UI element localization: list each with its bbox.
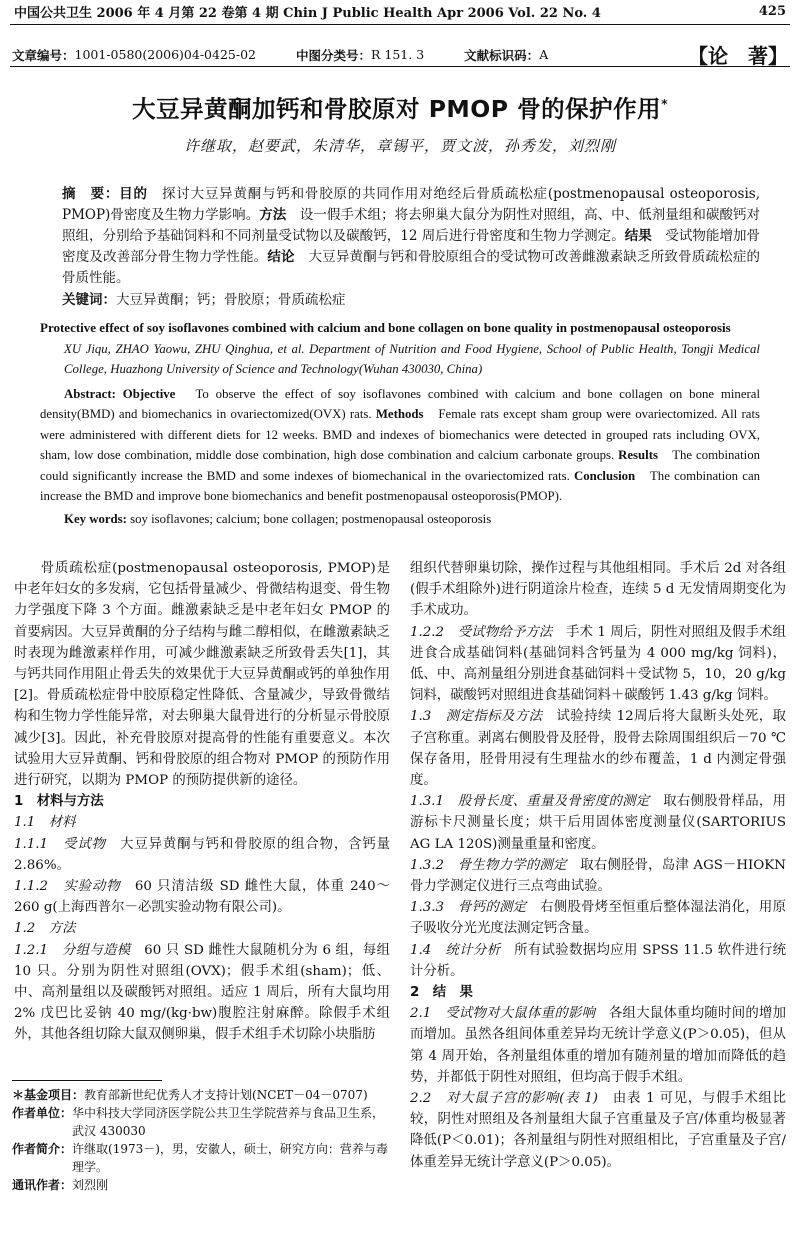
footnotes bbox=[12, 1086, 392, 1194]
section-2-2-text: 由表 1 可见，与假手术组比较，阴性对照组及各剂量组大鼠子宫重量及子宫/体重均极显著降低(P＜0.01)；各剂量组与阴性对照组相比，子宫重量及子宫/体重差异无统计学意义(P＞0.05)。 bbox=[410, 1091, 786, 1170]
section-1-4-text: 所有试验数据均应用 SPSS 11.5 软件进行统计分析。 bbox=[410, 942, 786, 979]
author-list: 许继取，赵要武，朱清华，章锡平，贾文波，孙秀发，刘烈刚 bbox=[183, 137, 616, 155]
section-1-1-2-label: 1.1.2 实验动物 bbox=[14, 879, 121, 895]
en-authors-affiliation: XU Jiqu, ZHAO Yaowu, ZHU Qinghua, et al. Department of Nutrition and Food Hygiene, School of Public Health, Tongji Medical College, Huazhong University of Science and Technology(Wuhan 430030, China) bbox=[64, 341, 760, 376]
results-label-cn: 结果 bbox=[624, 228, 652, 244]
section-1-2-1 bbox=[14, 940, 390, 1046]
right-column bbox=[410, 558, 786, 1173]
section-1-3 bbox=[410, 706, 786, 791]
article-no: 1001-0580(2006)04-0425-02 bbox=[74, 47, 256, 62]
en-conclusion: The combination can increase the BMD and improve bone biomechanics and benefit postmenopausal osteoporosis(PMOP). bbox=[40, 468, 761, 503]
keywords-text-cn: 大豆异黄酮；钙；骨胶原；骨质疏松症 bbox=[116, 292, 346, 308]
conclusion-cn: 大豆异黄酮与钙和骨胶原组合的受试物可改善雌激素缺乏所致骨质疏松症的骨质性能。 bbox=[62, 249, 761, 286]
en-abstract-body bbox=[40, 384, 760, 507]
footnote-unit bbox=[12, 1104, 392, 1140]
section-1-1-2 bbox=[14, 876, 390, 918]
section-1-2-1-label: 1.2.1 分组与造模 bbox=[14, 942, 131, 958]
article-meta bbox=[12, 40, 788, 69]
section-1-1-1 bbox=[14, 834, 390, 876]
section-1-2-1-text: 60 只 SD 雌性大鼠随机分为 6 组，每组 10 只。分别为阴性对照组(OVX)；假手术组(sham)；低、中、高剂量组以及碳酸钙对照组。适应 1 周后，所有大鼠均用 2% 戊巴比妥钠 40 mg/(kg·bw)腹腔注射麻醉。除假手术组外，其他各组切除大鼠双侧卵巢，假手术组手术切除小块脂肪 bbox=[14, 942, 391, 1043]
en-results: The combination could significantly increase the BMD and some indexes of biomechanical in the ovariectomized rats. bbox=[40, 448, 761, 483]
doc-code: A bbox=[539, 47, 549, 62]
section-1-4-label: 1.4 统计分析 bbox=[410, 942, 501, 958]
results-cn: 受试物能增加骨密度及改善部分骨生物力学性能。 bbox=[62, 228, 761, 265]
section-1-3-text: 试验持续 12周后将大鼠断头处死，取子宫称重。剥离右侧股骨及胫骨，股骨去除周围组织后－70 ℃保存备用，胫骨用浸有生理盐水的纱布覆盖，1 d 内测定骨强度。 bbox=[410, 709, 787, 789]
footnote-bio bbox=[12, 1140, 392, 1176]
en-keywords-label: Key words: bbox=[64, 511, 127, 526]
corr-label: 通讯作者： bbox=[12, 1178, 73, 1192]
section-1-3-3-label: 1.3.3 骨钙的测定 bbox=[410, 900, 527, 916]
en-keywords-text: soy isoflavones; calcium; bone collagen; postmenopausal osteoporosis bbox=[130, 511, 492, 526]
conclusion-label-cn: 结论 bbox=[267, 249, 295, 265]
page-number: 425 bbox=[758, 3, 786, 19]
clc-label: 中图分类号： bbox=[296, 47, 372, 63]
keywords-cn bbox=[62, 290, 760, 311]
keywords-label-cn: 关键词： bbox=[62, 292, 116, 308]
section-1-3-1-label: 1.3.1 股骨长度、重量及骨密度的测定 bbox=[410, 794, 650, 810]
footnote-fund bbox=[12, 1086, 392, 1104]
section-2-heading: 2 结 果 bbox=[410, 985, 473, 1001]
journal-header: 中国公共卫生 2006 年 4 月第 22 卷第 4 期 Chin J Public Health Apr 2006 Vol. 22 No. 4 bbox=[14, 5, 601, 21]
section-1-2-2-label: 1.2.2 受试物给予方法 bbox=[410, 624, 553, 640]
objective-label-cn: 目的 bbox=[119, 186, 148, 202]
header-rule bbox=[10, 24, 790, 25]
section-2-1-label: 2.1 受试物对大鼠体重的影响 bbox=[410, 1006, 596, 1022]
en-keywords bbox=[40, 509, 760, 530]
en-methods: Female rats except sham group were ovariectomized. All rats were administered with different diets for 12 weeks. BMD and indexes of biomechanics were detected in grouped rats including OVX, sham, low dose combination, middle dose combination, high dose combination and calcium carbonate groups. bbox=[40, 407, 760, 462]
unit-label: 作者单位： bbox=[12, 1106, 73, 1120]
article-type-badge: 【论 著】 bbox=[688, 44, 788, 68]
article-no-label: 文章编号： bbox=[12, 47, 75, 63]
section-2-2 bbox=[410, 1088, 786, 1173]
footnote-rule bbox=[12, 1080, 162, 1081]
section-1-3-1-text: 取右侧股骨样品，用游标卡尺测量长度；烘干后用固体密度测量仪(SARTORIUS AG LA 120S)测量重量和密度。 bbox=[410, 794, 786, 852]
title-text: 大豆异黄酮加钙和骨胶原对 PMOP 骨的保护作用 bbox=[132, 95, 662, 123]
en-conclusion-label: Conclusion bbox=[574, 468, 636, 483]
meta-rule bbox=[10, 66, 790, 67]
abstract-en bbox=[40, 318, 760, 529]
section-1-2-heading: 1.2 方法 bbox=[14, 921, 76, 937]
abstract-cn-label: 摘 要： bbox=[62, 186, 120, 202]
section-1-3-2-text: 取右侧胫骨，岛津 AGS－HIOKN 骨力学测定仪进行三点弯曲试验。 bbox=[410, 857, 786, 895]
title-footnote-mark: * bbox=[661, 97, 668, 112]
section-1-3-label: 1.3 测定指标及方法 bbox=[410, 709, 543, 725]
abstract-cn bbox=[62, 184, 760, 289]
corr-text: 刘烈刚 bbox=[72, 1178, 109, 1192]
section-1-2-2 bbox=[410, 622, 786, 707]
doc-code-label: 文献标识码： bbox=[464, 47, 540, 63]
section-1-1-1-label: 1.1.1 受试物 bbox=[14, 836, 106, 852]
article-title bbox=[0, 90, 800, 124]
section-1-3-3 bbox=[410, 897, 786, 939]
unit-text: 华中科技大学同济医学院公共卫生学院营养与食品卫生系，武汉 430030 bbox=[72, 1106, 385, 1138]
section-1-3-1 bbox=[410, 791, 786, 855]
en-abstract-label: Abstract: bbox=[64, 386, 116, 401]
en-results-label: Results bbox=[618, 448, 658, 462]
section-2-2-label: 2.2 对大鼠子宫的影响(表 1) bbox=[410, 1091, 598, 1107]
en-title: Protective effect of soy isoflavones combined with calcium and bone collagen on bone quality in postmenopausal osteoporosis bbox=[40, 320, 731, 335]
section-1-1-heading: 1.1 材料 bbox=[14, 815, 76, 831]
en-objective: To observe the effect of soy isoflavones combined with calcium and bone collagen on bone mineral density(BMD) and biomechanics in ovariectomized(OVX) rats. bbox=[40, 386, 760, 421]
section-1-heading: 1 材料与方法 bbox=[14, 794, 104, 810]
intro-paragraph: 骨质疏松症(postmenopausal osteoporosis, PMOP)是中老年妇女的多发病，它包括骨量减少、骨微结构退变、骨生物力学强度下降 3 个方面。雌激素缺乏是中老年妇女 PMOP 的首要病因。大豆异黄酮的分子结构与雌二醇相似，在雌激素缺乏时表现为雌激素样作用，可减少雌激素缺乏所致骨丢失[1]，其与钙共同作用阻止骨丢失的效果优于大豆异黄酮或钙的单独作用[2]。骨质疏松症骨中胶原稳定性降低、含量减少，导致骨微结构和生物力学性能异常，对去卵巢大鼠骨进行的分析显示骨胶原减少[3]。因此，补充骨胶原对提高骨的性能有重要意义。本次试验用大豆异黄酮、钙和骨胶原的组合物对 PMOP 的预防作用进行研究，以期为 PMOP 的预防提供新的途径。 bbox=[14, 561, 390, 789]
section-1-1-2-text: 60 只清洁级 SD 雌性大鼠，体重 240～260 g(上海西普尔－必凯实验动物有限公司)。 bbox=[14, 879, 390, 916]
clc-code: R 151. 3 bbox=[371, 47, 425, 62]
en-methods-label: Methods bbox=[375, 407, 424, 421]
running-header bbox=[14, 0, 786, 22]
section-1-1-1-text: 大豆异黄酮与钙和骨胶原的组合物，含钙量 2.86%。 bbox=[14, 836, 390, 873]
section-1-3-2-label: 1.3.2 骨生物力学的测定 bbox=[410, 857, 567, 873]
bio-label: 作者简介： bbox=[12, 1142, 73, 1156]
right-paragraph-0: 组织代替卵巢切除，操作过程与其他组相同。手术后 2d 对各组(假手术组除外)进行阴道涂片检查，连续 5 d 无发情周期变化为手术成功。 bbox=[410, 561, 786, 619]
left-column bbox=[14, 558, 390, 1046]
section-1-2-2-text: 手术 1 周后，阴性对照组及假手术组进食合成基础饲料(基础饲料含钙量为 4 000 mg/kg 饲料)，低、中、高剂量组分别进食基础饲料＋受试物 5，10，20 g/kg饲料，碳酸钙对照组进食基础饲料＋碳酸钙 1.43 g/kg 饲料。 bbox=[410, 624, 786, 704]
en-objective-label: Objective bbox=[122, 386, 176, 401]
bio-text: 许继取(1973－)，男，安徽人，硕士，研究方向：营养与毒理学。 bbox=[72, 1142, 388, 1174]
section-2-1-text: 各组大鼠体重均随时间的增加而增加。虽然各组间体重差异均无统计学意义(P＞0.05)，但从第 4 周开始，各剂量组体重的增加有随剂量的增加而降低的趋势，并都低于阴性对照组，但均高于假手术组。 bbox=[410, 1006, 787, 1085]
objective-cn: 探讨大豆异黄酮与钙和骨胶原的共同作用对绝经后骨质疏松症(postmenopausal osteoporosis, PMOP)骨密度及生物力学影响。 bbox=[62, 186, 760, 223]
section-2-1 bbox=[410, 1003, 786, 1088]
section-1-4 bbox=[410, 940, 786, 982]
section-1-3-3-text: 右侧股骨烤至恒重后整体湿法消化，用原子吸收分光光度法测定钙含量。 bbox=[410, 900, 786, 937]
methods-label-cn: 方法 bbox=[259, 207, 287, 223]
footnote-corr bbox=[12, 1176, 392, 1194]
section-1-3-2 bbox=[410, 855, 786, 897]
fund-text: 教育部新世纪优秀人才支持计划(NCET－04－0707) bbox=[84, 1088, 368, 1102]
fund-label: ＊基金项目： bbox=[12, 1088, 85, 1102]
methods-cn: 设一假手术组；将去卵巢大鼠分为阴性对照组，高、中、低剂量组和碳酸钙对照组，分别给予基础饲料和不同剂量受试物以及碳酸钙，12 周后进行骨密度和生物力学测定。 bbox=[62, 207, 761, 244]
